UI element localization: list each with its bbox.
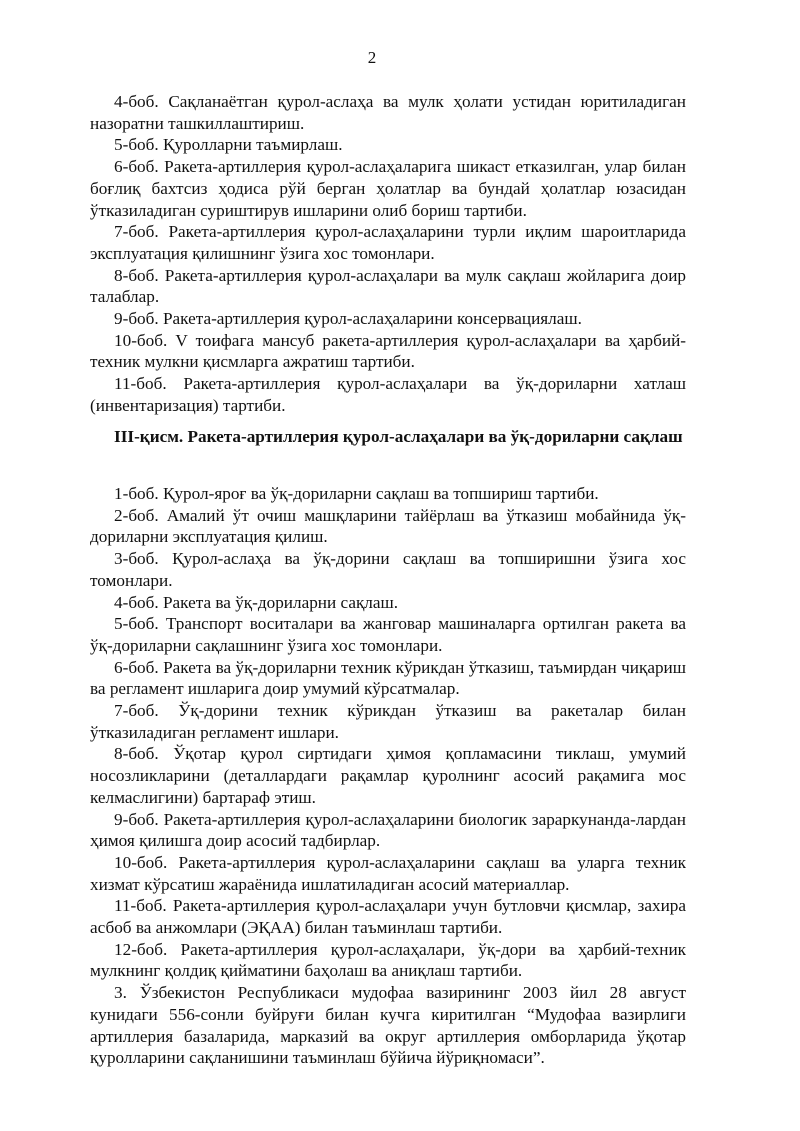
chapter-item: 9-боб. Ракета-артиллерия қурол-аслаҳаларини консервациялаш. xyxy=(114,309,582,329)
chapter-item: 2-боб. Амалий ўт очиш машқларини тайёрлаш ва ўтказиш мобайнида ўқ-дориларни эксплуатация қилиш. xyxy=(90,505,686,547)
chapter-item: 9-боб. Ракета-артиллерия қурол-аслаҳаларини биологик зараркунанда-лардан ҳимоя қилишга доир асосий тадбирлар. xyxy=(90,809,686,851)
numbered-paragraph: 3. Ўзбекистон Республикаси мудофаа вазирининг 2003 йил 28 август кунидаги 556-сонли буйруғи билан кучга киритилган “Мудофаа вазирлиги артиллерия базаларида, марказий ва округ артиллерия омборларида ўқотар қуролларини сақланишини таъминлаш бўйича йўриқномаси”. xyxy=(90,983,686,1068)
chapter-item: 7-боб. Ракета-артиллерия қурол-аслаҳаларини турли иқлим шароитларида эксплуатация қилишнинг ўзига хос томонлари. xyxy=(90,222,686,263)
chapter-item: 10-боб. Ракета-артиллерия қурол-аслаҳаларини сақлаш ва уларга техник хизмат кўрсатиш жараёнида ишлатиладиган асосий материаллар. xyxy=(90,852,686,894)
chapter-item: 6-боб. Ракета-артиллерия қурол-аслаҳаларига шикаст етказилган, улар билан боғлиқ бахтсиз ҳодиса рўй берган ҳолатлар ва бундай ҳолатлар юзасидан ўтказиладиган суриштирув ишларини олиб бориш тартиби. xyxy=(90,157,686,220)
part3-chapter-list xyxy=(90,483,686,1069)
part3-heading-block xyxy=(90,426,686,448)
chapter-item: 6-боб. Ракета ва ўқ-дориларни техник кўрикдан ўтказиш, таъмирдан чиқариш ва регламент ишларига доир умумий кўрсатмалар. xyxy=(90,657,686,699)
chapter-item: 11-боб. Ракета-артиллерия қурол-аслаҳалари ва ўқ-дориларни хатлаш (инвентаризация) тартиби. xyxy=(90,374,686,415)
chapter-item: 12-боб. Ракета-артиллерия қурол-аслаҳалари, ўқ-дори ва ҳарбий-техник мулкнинг қолдиқ қийматини баҳолаш ва аниқлаш тартиби. xyxy=(90,939,686,981)
chapter-item: 5-боб. Транспорт воситалари ва жанговар машиналарга ортилган ракета ва ўқ-дориларни сақлашнинг ўзига хос томонлари. xyxy=(90,614,686,655)
chapter-item: 4-боб. Сақланаётган қурол-аслаҳа ва мулк ҳолати устидан юритиладиган назоратни ташкиллаштириш. xyxy=(90,92,686,133)
page-number: 2 xyxy=(367,48,377,67)
chapter-item: 5-боб. Қуролларни таъмирлаш. xyxy=(114,135,343,155)
section-heading: III-қисм. Ракета-артиллерия қурол-аслаҳалари ва ўқ-дориларни сақлаш xyxy=(114,427,683,446)
part2-chapter-list xyxy=(90,91,686,417)
chapter-item: 11-боб. Ракета-артиллерия қурол-аслаҳалари учун бутловчи қисмлар, захира асбоб ва анжомлари (ЭҚАА) билан таъминлаш тартиби. xyxy=(90,896,686,938)
chapter-item: 1-боб. Қурол-яроғ ва ўқ-дориларни сақлаш ва топшириш тартиби. xyxy=(114,484,599,503)
chapter-item: 8-боб. Ракета-артиллерия қурол-аслаҳалари ва мулк сақлаш жойларига доир талаблар. xyxy=(90,265,686,307)
chapter-item: 7-боб. Ўқ-дорини техник кўрикдан ўтказиш ва ракеталар билан ўтказиладиган регламент ишлари. xyxy=(90,701,686,742)
chapter-item: 10-боб. V тоифага мансуб ракета-артиллерия қурол-аслаҳалари ва ҳарбий-техник мулкни қисмларга ажратиш тартиби. xyxy=(90,330,686,372)
chapter-item: 8-боб. Ўқотар қурол сиртидаги ҳимоя қопламасини тиклаш, умумий носозликларини (деталлардаги рақамлар қуролнинг асосий рақамига мос келмаслигини) бартараф этиш. xyxy=(90,744,686,807)
chapter-item: 3-боб. Қурол-аслаҳа ва ўқ-дорини сақлаш ва топширишни ўзига хос томонлари. xyxy=(90,549,686,590)
chapter-item: 4-боб. Ракета ва ўқ-дориларни сақлаш. xyxy=(114,592,399,612)
